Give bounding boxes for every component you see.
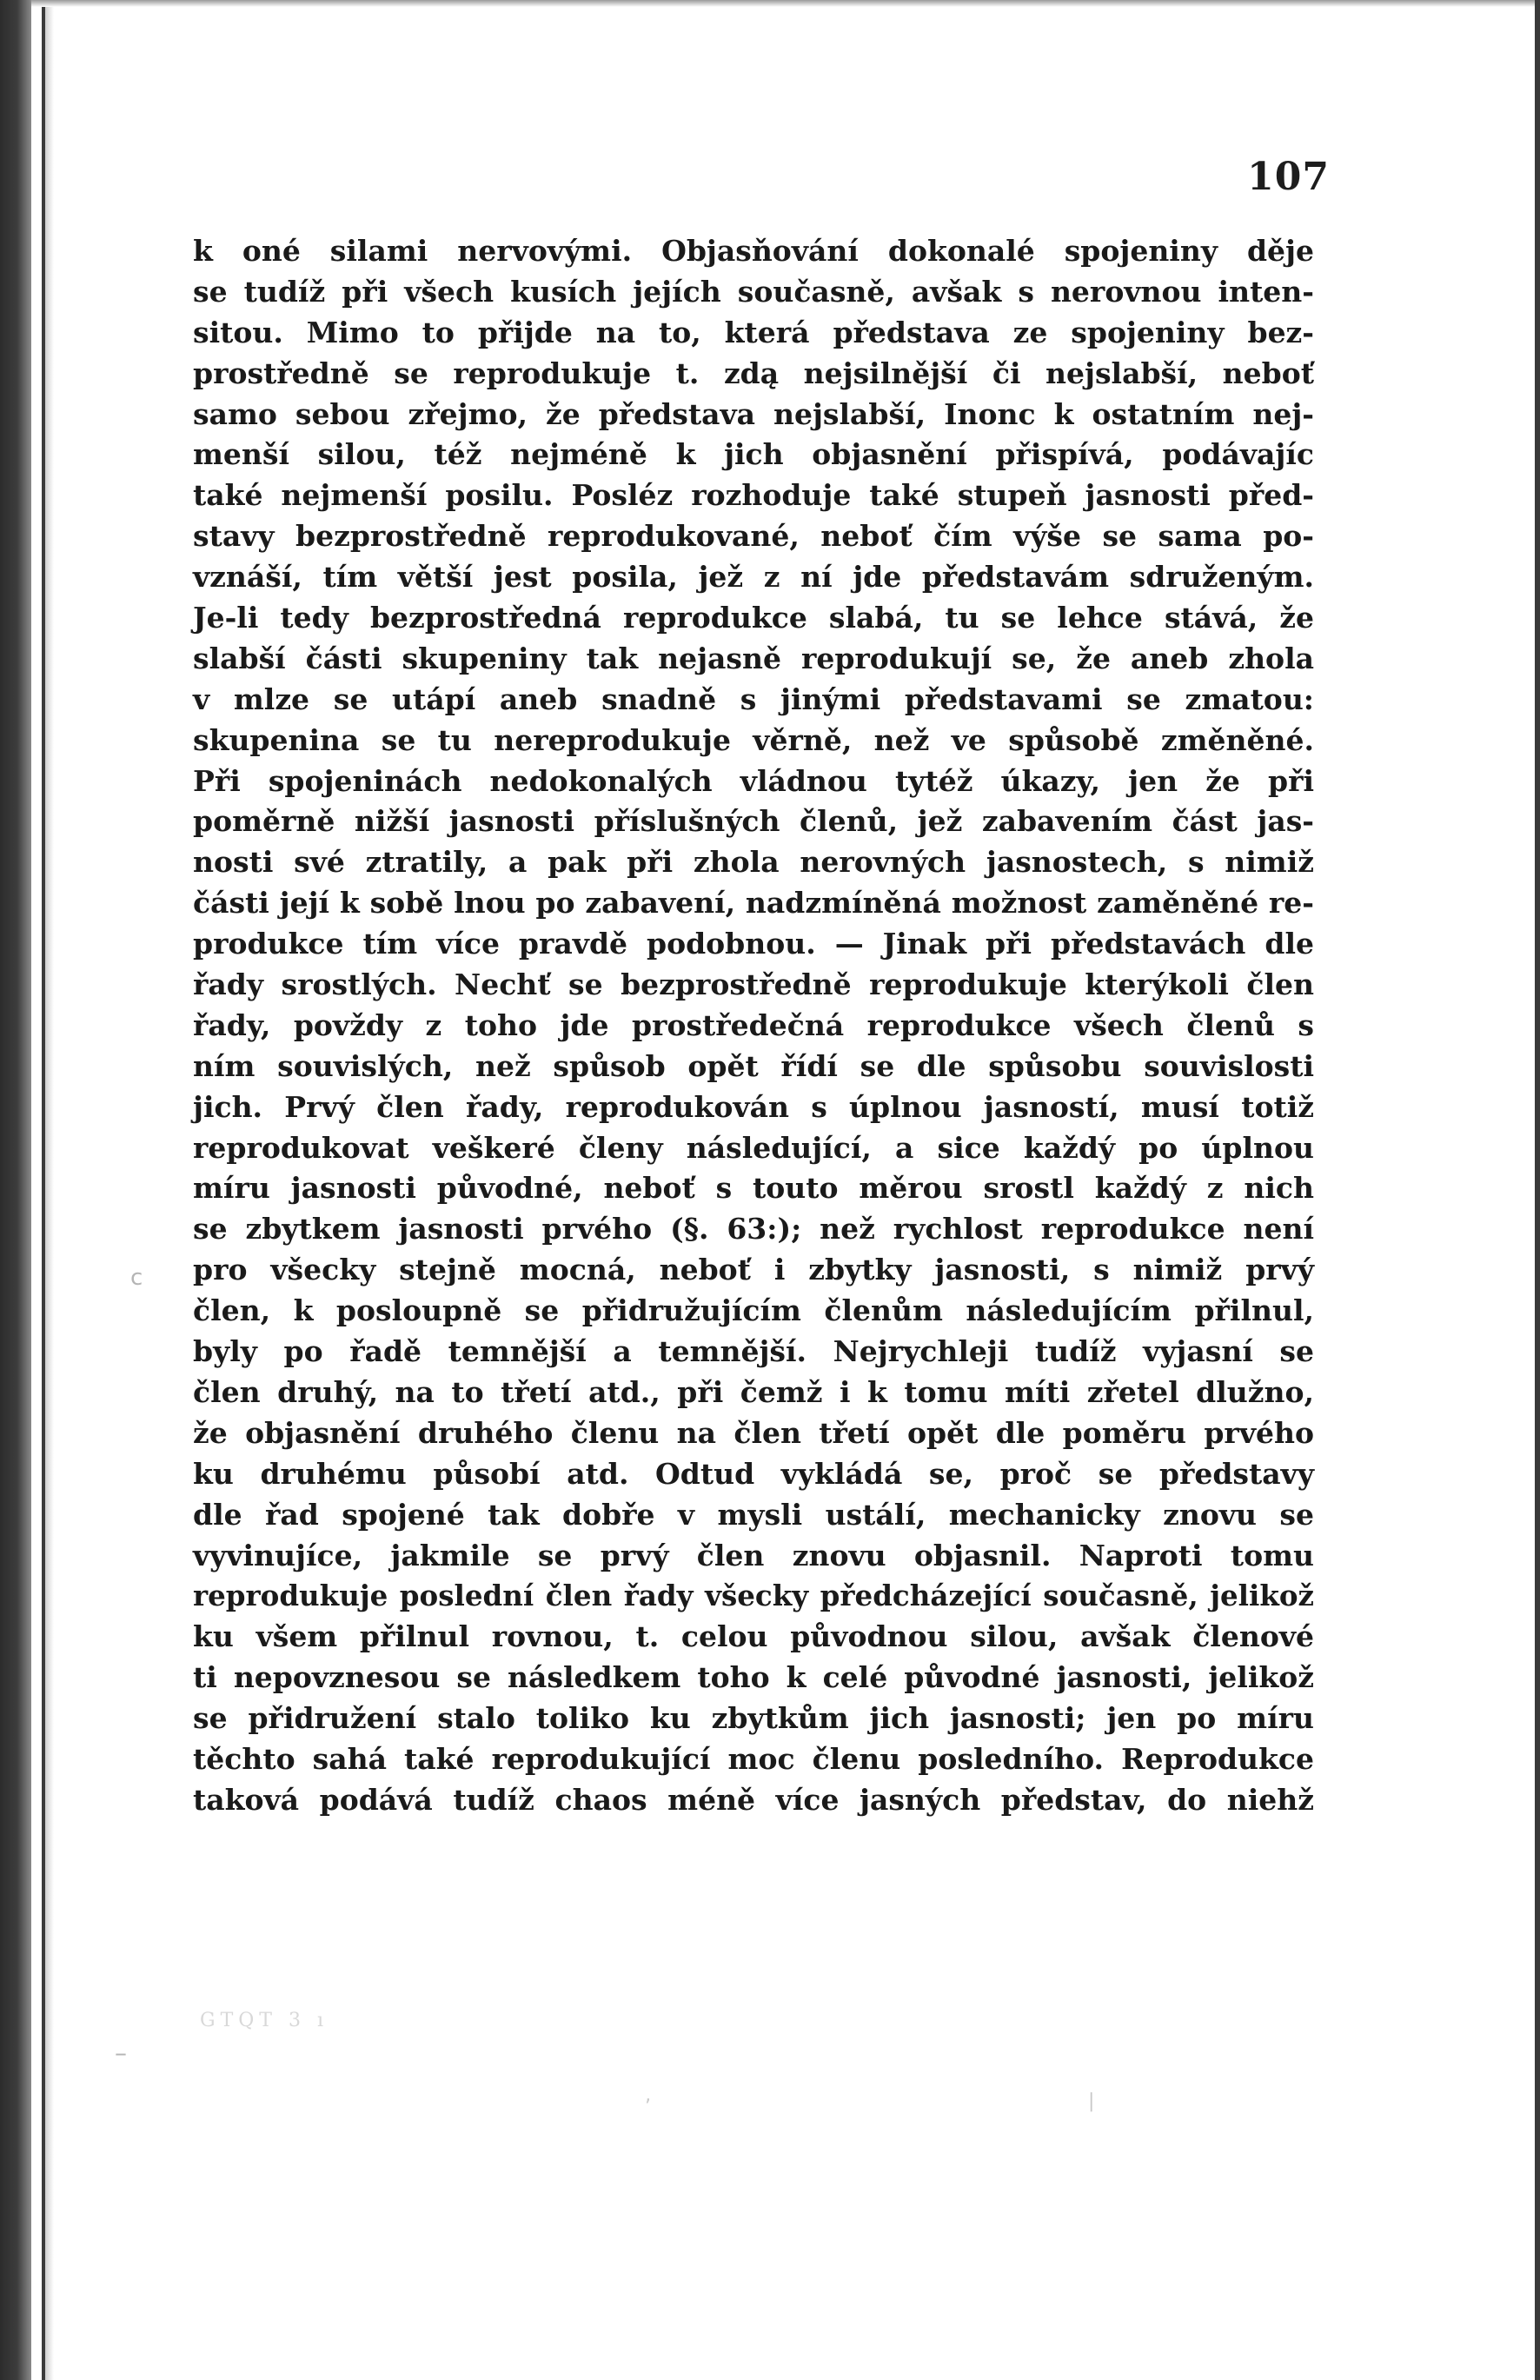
text-line: slabší části skupeniny tak nejasně reprodukují se, že aneb zhola — [193, 641, 1314, 675]
text-line: ku všem přilnul rovnou, t. celou původnou silou, avšak členové — [193, 1619, 1314, 1654]
text-line: že objasnění druhého členu na člen třetí opět dle poměru prvého — [193, 1415, 1314, 1450]
top-page-edge — [31, 0, 1535, 7]
text-line: dle řad spojené tak dobře v mysli ustálí, mechanicky znovu se — [193, 1497, 1314, 1532]
text-line: samo sebou zřejmo, že představa nejslabší, Inonc k ostatním nej- — [193, 396, 1314, 431]
left-gutter-shade — [45, 0, 54, 2380]
text-line: se přidružení stalo toliko ku zbytkům jich jasnosti; jen po míru — [193, 1701, 1314, 1736]
text-line: řady, povždy z toho jde prostředečná reprodukce všech členů s — [193, 1007, 1314, 1042]
text-line: reprodukuje poslední člen řady všecky předcházející současně, jelikož — [193, 1579, 1314, 1613]
text-line: byly po řadě temnější a temnější. Nejrychleji tudíž vyjasní se — [193, 1334, 1314, 1369]
page-number: 107 — [1247, 155, 1330, 199]
text-line: produkce tím více pravdě podobnou. — Jinak při představách dle — [193, 927, 1314, 961]
text-line: Je-li tedy bezprostředná reprodukce slabá, tu se lehce stává, že — [193, 601, 1314, 635]
text-line: reprodukovat veškeré členy následující, a sice každý po úplnou — [193, 1130, 1314, 1165]
text-line: řady srostlých. Nechť se bezprostředně reprodukuje kterýkoli člen — [193, 967, 1314, 1002]
text-line: ním souvislých, než spůsob opět řídí se dle spůsobu souvislosti — [193, 1048, 1314, 1083]
text-line: stavy bezprostředně reprodukované, neboť čím výše se sama po- — [193, 519, 1314, 554]
text-line: se zbytkem jasnosti prvého (§. 63:); než rychlost reprodukce není — [193, 1212, 1314, 1247]
text-line: Při spojeninách nedokonalých vládnou tytéž úkazy, jen že při — [193, 763, 1314, 798]
right-page-edge — [1535, 0, 1540, 2380]
text-line: člen druhý, na to třetí atd., při čemž i k tomu míti zřetel dlužno, — [193, 1374, 1314, 1409]
text-line: k oné silami nervovými. Objasňování dokonalé spojeniny děje — [193, 234, 1314, 268]
text-line: také nejmenší posilu. Posléz rozhoduje také stupeň jasnosti před- — [193, 478, 1314, 513]
text-line: člen, k posloupně se přidružujícím členům následujícím přilnul, — [193, 1293, 1314, 1328]
text-line: prostředně se reprodukuje t. zdą nejsilnější či nejslabší, neboť — [193, 356, 1314, 390]
text-line: sitou. Mimo to přijde na to, která představa ze spojeniny bez- — [193, 315, 1314, 349]
text-line: části její k sobě lnou po zabavení, nadzmíněná možnost zaměněné re- — [193, 886, 1314, 921]
bleed-through-text: GTQT 3 ı — [200, 2010, 329, 2031]
text-line: jich. Prvý člen řady, reprodukován s úplnou jasností, musí totiž — [193, 1089, 1314, 1124]
text-line: těchto sahá také reprodukující moc členu posledního. Reprodukce — [193, 1741, 1314, 1776]
stray-tick-mark: | — [1088, 2091, 1095, 2112]
text-line: ti nepovznesou se následkem toho k celé původné jasnosti, jelikož — [193, 1660, 1314, 1695]
text-line: skupenina se tu nereprodukuje věrně, než ve spůsobě změněné. — [193, 722, 1314, 757]
text-line: se tudíž při všech kusích jejích současně, avšak s nerovnou inten- — [193, 274, 1314, 309]
text-line: ku druhému působí atd. Odtud vykládá se, proč se představy — [193, 1456, 1314, 1491]
text-line: pro všecky stejně mocná, neboť i zbytky jasnosti, s nimiž prvý — [193, 1253, 1314, 1287]
left-binding-shadow — [0, 0, 31, 2380]
text-line: míru jasnosti původné, neboť s touto měrou srostl každý z nich — [193, 1171, 1314, 1206]
stray-comma-mark: ‚ — [645, 2084, 651, 2106]
text-line: v mlze se utápí aneb snadně s jinými představami se zmatou: — [193, 681, 1314, 716]
margin-dash-mark: – — [115, 2038, 127, 2067]
text-line: taková podává tudíž chaos méně více jasných představ, do niehž — [193, 1782, 1314, 1817]
text-line: vznáší, tím větší jest posila, jež z ní jde představám sdruženým. — [193, 560, 1314, 595]
text-line: menší silou, též nejméně k jich objasnění přispívá, podávajíc — [193, 437, 1314, 472]
text-line: poměrně nižší jasnosti příslušných členů, jež zabavením část jas- — [193, 804, 1314, 839]
margin-c-mark: c — [130, 1265, 143, 1291]
body-text — [193, 231, 1314, 1821]
text-line: vyvinujíce, jakmile se prvý člen znovu objasnil. Naproti tomu — [193, 1538, 1314, 1572]
text-line: nosti své ztratily, a pak při zhola nerovných jasnostech, s nimiž — [193, 845, 1314, 880]
